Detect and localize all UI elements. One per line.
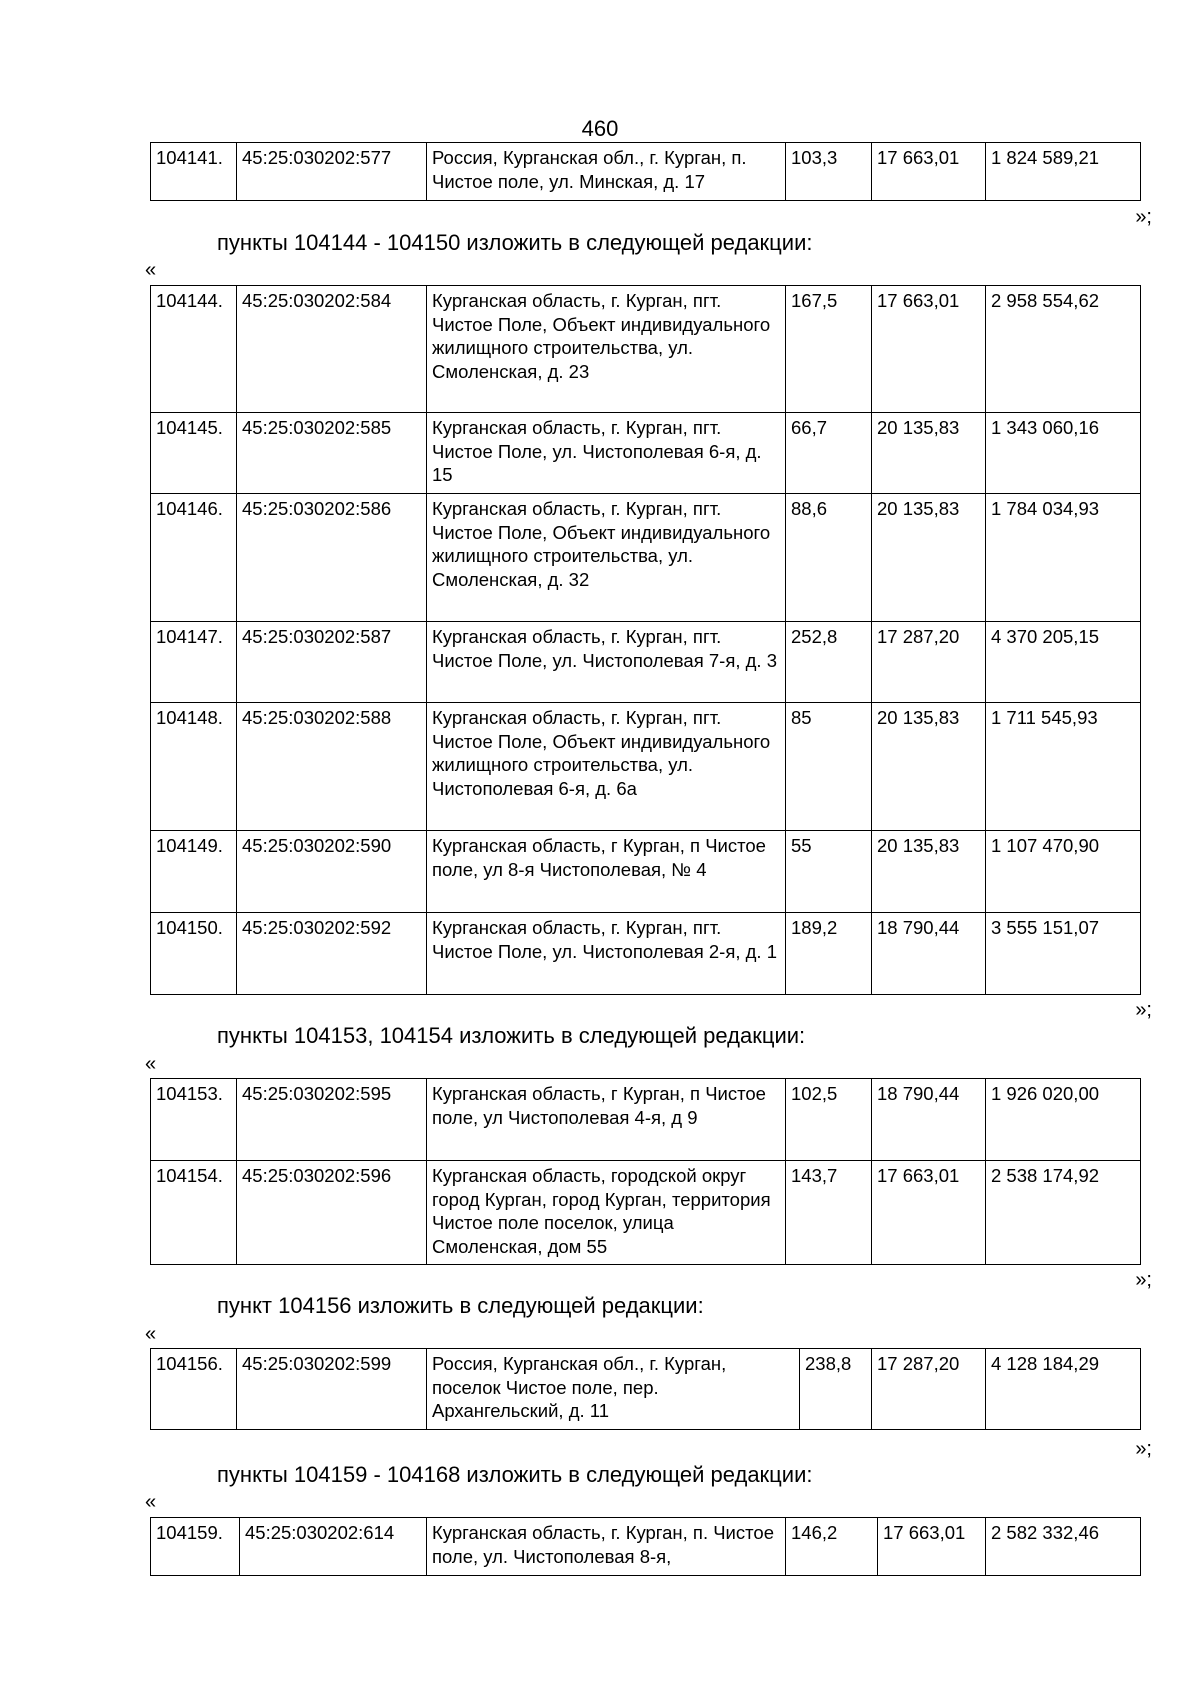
item-number-cell: 104144. bbox=[151, 286, 237, 413]
address-cell: Россия, Курганская обл., г. Курган, п. Чистое поле, ул. Минская, д. 17 bbox=[427, 143, 786, 201]
table-row bbox=[151, 831, 1141, 913]
cadastral-value-cell: 1 784 034,93 bbox=[986, 494, 1141, 622]
address-cell: Курганская область, г. Курган, пгт. Чистое Поле, ул. Чистополевая 7-я, д. 3 bbox=[427, 622, 786, 703]
cadastral-value-cell: 4 370 205,15 bbox=[986, 622, 1141, 703]
section-heading-2: пункты 104153, 104154 изложить в следующей редакции: bbox=[217, 1023, 806, 1048]
table-row bbox=[151, 1079, 1141, 1161]
table-row bbox=[151, 494, 1141, 622]
address-cell: Курганская область, г Курган, п Чистое поле, ул 8-я Чистополевая, № 4 bbox=[427, 831, 786, 913]
table-row bbox=[151, 703, 1141, 831]
specific-value-cell: 18 790,44 bbox=[872, 913, 986, 995]
cadastral-number-cell: 45:25:030202:596 bbox=[237, 1161, 427, 1265]
cadastral-number-cell: 45:25:030202:592 bbox=[237, 913, 427, 995]
specific-value-cell: 17 663,01 bbox=[872, 143, 986, 201]
closing-quote: »; bbox=[1135, 1438, 1152, 1460]
cadastral-number-cell: 45:25:030202:587 bbox=[237, 622, 427, 703]
area-cell: 66,7 bbox=[786, 413, 872, 494]
cadastral-number-cell: 45:25:030202:614 bbox=[240, 1518, 427, 1576]
area-cell: 103,3 bbox=[786, 143, 872, 201]
specific-value-cell: 17 663,01 bbox=[872, 286, 986, 413]
specific-value-cell: 17 287,20 bbox=[872, 1349, 986, 1430]
item-number-cell: 104141. bbox=[151, 143, 237, 201]
item-number-cell: 104147. bbox=[151, 622, 237, 703]
cadastral-number-cell: 45:25:030202:577 bbox=[237, 143, 427, 201]
area-cell: 252,8 bbox=[786, 622, 872, 703]
closing-quote: »; bbox=[1135, 999, 1152, 1021]
cadastral-number-cell: 45:25:030202:585 bbox=[237, 413, 427, 494]
register-table-section-3 bbox=[150, 1348, 1141, 1430]
specific-value-cell: 20 135,83 bbox=[872, 831, 986, 913]
cadastral-number-cell: 45:25:030202:599 bbox=[237, 1349, 427, 1430]
specific-value-cell: 20 135,83 bbox=[872, 703, 986, 831]
cadastral-value-cell: 2 582 332,46 bbox=[986, 1518, 1141, 1576]
area-cell: 102,5 bbox=[786, 1079, 872, 1161]
area-cell: 88,6 bbox=[786, 494, 872, 622]
address-cell: Курганская область, г. Курган, пгт. Чистое Поле, Объект индивидуального жилищного строительства, ул. Смоленская, д. 32 bbox=[427, 494, 786, 622]
area-cell: 167,5 bbox=[786, 286, 872, 413]
cadastral-number-cell: 45:25:030202:590 bbox=[237, 831, 427, 913]
register-table-section-2 bbox=[150, 1078, 1141, 1265]
table-row bbox=[151, 1349, 1141, 1430]
cadastral-number-cell: 45:25:030202:584 bbox=[237, 286, 427, 413]
cadastral-value-cell: 4 128 184,29 bbox=[986, 1349, 1141, 1430]
address-cell: Курганская область, г. Курган, пгт. Чистое Поле, Объект индивидуального жилищного строительства, ул. Чистополевая 6-я, д. 6а bbox=[427, 703, 786, 831]
opening-quote: « bbox=[145, 1323, 157, 1345]
table-row bbox=[151, 1161, 1141, 1265]
cadastral-value-cell: 3 555 151,07 bbox=[986, 913, 1141, 995]
address-cell: Курганская область, г. Курган, п. Чистое поле, ул. Чистополевая 8-я, bbox=[427, 1518, 786, 1576]
section-heading-4: пункты 104159 - 104168 изложить в следующей редакции: bbox=[217, 1462, 813, 1487]
cadastral-value-cell: 1 711 545,93 bbox=[986, 703, 1141, 831]
cadastral-number-cell: 45:25:030202:588 bbox=[237, 703, 427, 831]
item-number-cell: 104159. bbox=[151, 1518, 240, 1576]
cadastral-value-cell: 1 824 589,21 bbox=[986, 143, 1141, 201]
address-cell: Россия, Курганская обл., г. Курган, поселок Чистое поле, пер. Архангельский, д. 11 bbox=[427, 1349, 800, 1430]
address-cell: Курганская область, г. Курган, пгт. Чистое Поле, ул. Чистополевая 2-я, д. 1 bbox=[427, 913, 786, 995]
item-number-cell: 104150. bbox=[151, 913, 237, 995]
specific-value-cell: 17 663,01 bbox=[878, 1518, 986, 1576]
register-table-section-4 bbox=[150, 1517, 1141, 1576]
area-cell: 189,2 bbox=[786, 913, 872, 995]
opening-quote: « bbox=[145, 1053, 157, 1075]
table-row bbox=[151, 913, 1141, 995]
cadastral-value-cell: 2 538 174,92 bbox=[986, 1161, 1141, 1265]
table-row bbox=[151, 1518, 1141, 1576]
item-number-cell: 104146. bbox=[151, 494, 237, 622]
section-heading-3: пункт 104156 изложить в следующей редакции: bbox=[217, 1293, 704, 1318]
specific-value-cell: 20 135,83 bbox=[872, 413, 986, 494]
table-row bbox=[151, 286, 1141, 413]
item-number-cell: 104156. bbox=[151, 1349, 237, 1430]
specific-value-cell: 17 287,20 bbox=[872, 622, 986, 703]
item-number-cell: 104153. bbox=[151, 1079, 237, 1161]
cadastral-number-cell: 45:25:030202:586 bbox=[237, 494, 427, 622]
register-table-section-1 bbox=[150, 285, 1141, 995]
page-number: 460 bbox=[581, 116, 619, 141]
section-heading-1: пункты 104144 - 104150 изложить в следующей редакции: bbox=[217, 230, 813, 255]
closing-quote: »; bbox=[1135, 1269, 1152, 1291]
cadastral-value-cell: 1 107 470,90 bbox=[986, 831, 1141, 913]
cadastral-number-cell: 45:25:030202:595 bbox=[237, 1079, 427, 1161]
address-cell: Курганская область, г. Курган, пгт. Чистое Поле, Объект индивидуального жилищного строительства, ул. Смоленская, д. 23 bbox=[427, 286, 786, 413]
table-row bbox=[151, 143, 1141, 201]
item-number-cell: 104148. bbox=[151, 703, 237, 831]
area-cell: 55 bbox=[786, 831, 872, 913]
item-number-cell: 104149. bbox=[151, 831, 237, 913]
address-cell: Курганская область, г. Курган, пгт. Чистое Поле, ул. Чистополевая 6-я, д. 15 bbox=[427, 413, 786, 494]
opening-quote: « bbox=[145, 259, 157, 281]
closing-quote: »; bbox=[1135, 206, 1152, 228]
address-cell: Курганская область, городской округ город Курган, город Курган, территория Чистое поле поселок, улица Смоленская, дом 55 bbox=[427, 1161, 786, 1265]
cadastral-value-cell: 2 958 554,62 bbox=[986, 286, 1141, 413]
table-row bbox=[151, 622, 1141, 703]
area-cell: 143,7 bbox=[786, 1161, 872, 1265]
address-cell: Курганская область, г Курган, п Чистое поле, ул Чистополевая 4-я, д 9 bbox=[427, 1079, 786, 1161]
specific-value-cell: 18 790,44 bbox=[872, 1079, 986, 1161]
area-cell: 85 bbox=[786, 703, 872, 831]
item-number-cell: 104145. bbox=[151, 413, 237, 494]
register-table-carryover bbox=[150, 142, 1141, 201]
cadastral-value-cell: 1 343 060,16 bbox=[986, 413, 1141, 494]
cadastral-value-cell: 1 926 020,00 bbox=[986, 1079, 1141, 1161]
specific-value-cell: 17 663,01 bbox=[872, 1161, 986, 1265]
area-cell: 238,8 bbox=[800, 1349, 872, 1430]
table-row bbox=[151, 413, 1141, 494]
specific-value-cell: 20 135,83 bbox=[872, 494, 986, 622]
opening-quote: « bbox=[145, 1491, 157, 1513]
area-cell: 146,2 bbox=[786, 1518, 878, 1576]
item-number-cell: 104154. bbox=[151, 1161, 237, 1265]
